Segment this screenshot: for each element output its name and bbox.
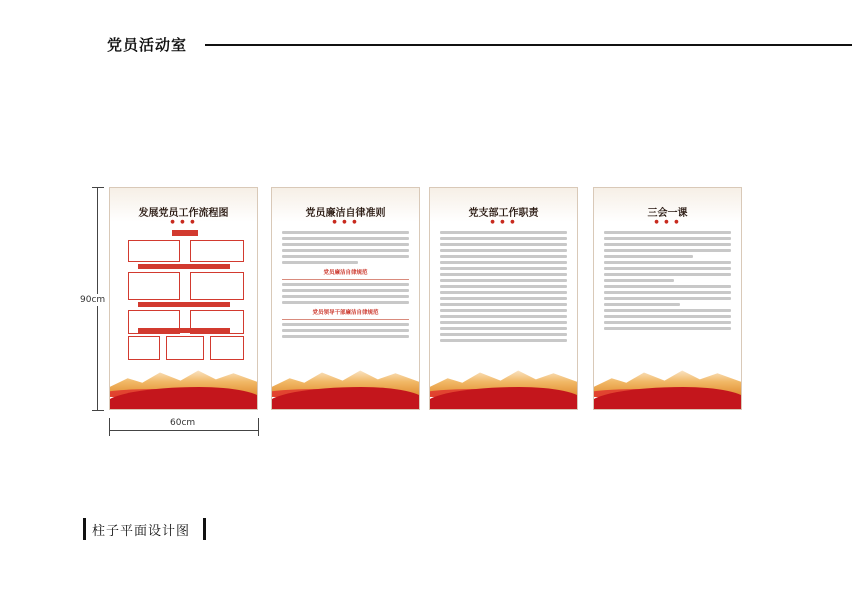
height-dimension-tick-top bbox=[92, 187, 104, 188]
height-dimension-tick-bottom bbox=[92, 410, 104, 411]
height-dimension-label: 90cm bbox=[80, 295, 106, 305]
panel-integrity-code bbox=[271, 187, 420, 410]
page-title: 党员活动室 bbox=[107, 36, 188, 54]
panel-party-member-flowchart bbox=[109, 187, 258, 410]
width-dimension-tick-left bbox=[109, 418, 110, 436]
panel-body bbox=[440, 228, 567, 345]
width-dimension-tick-right bbox=[258, 418, 259, 436]
panel-body bbox=[604, 228, 731, 333]
panel-branch-duties bbox=[429, 187, 578, 410]
caption-text: 柱子平面设计图 bbox=[92, 524, 191, 539]
decorative-dots: ● ● ● bbox=[654, 219, 681, 225]
mountain-wave-art bbox=[110, 361, 257, 409]
panel-title: 党支部工作职责 bbox=[468, 208, 539, 219]
header-divider bbox=[205, 44, 852, 46]
decorative-dots: ● ● ● bbox=[170, 219, 197, 225]
section-heading: 党员领导干部廉洁自律规范 bbox=[312, 310, 379, 316]
caption-bar-left bbox=[83, 518, 86, 540]
mountain-wave-art bbox=[272, 361, 419, 409]
mountain-wave-art bbox=[430, 361, 577, 409]
width-dimension-line bbox=[109, 430, 258, 431]
caption-bar-right bbox=[203, 518, 206, 540]
decorative-dots: ● ● ● bbox=[490, 219, 517, 225]
section-heading: 党员廉洁自律规范 bbox=[323, 270, 368, 276]
decorative-dots: ● ● ● bbox=[332, 219, 359, 225]
width-dimension-label: 60cm bbox=[170, 418, 196, 428]
panel-title: 三会一课 bbox=[647, 208, 688, 219]
panel-three-meetings bbox=[593, 187, 742, 410]
panel-body bbox=[282, 228, 409, 341]
mountain-wave-art bbox=[594, 361, 741, 409]
panel-title: 党员廉洁自律准则 bbox=[305, 208, 386, 219]
panel-title: 发展党员工作流程图 bbox=[138, 208, 229, 219]
